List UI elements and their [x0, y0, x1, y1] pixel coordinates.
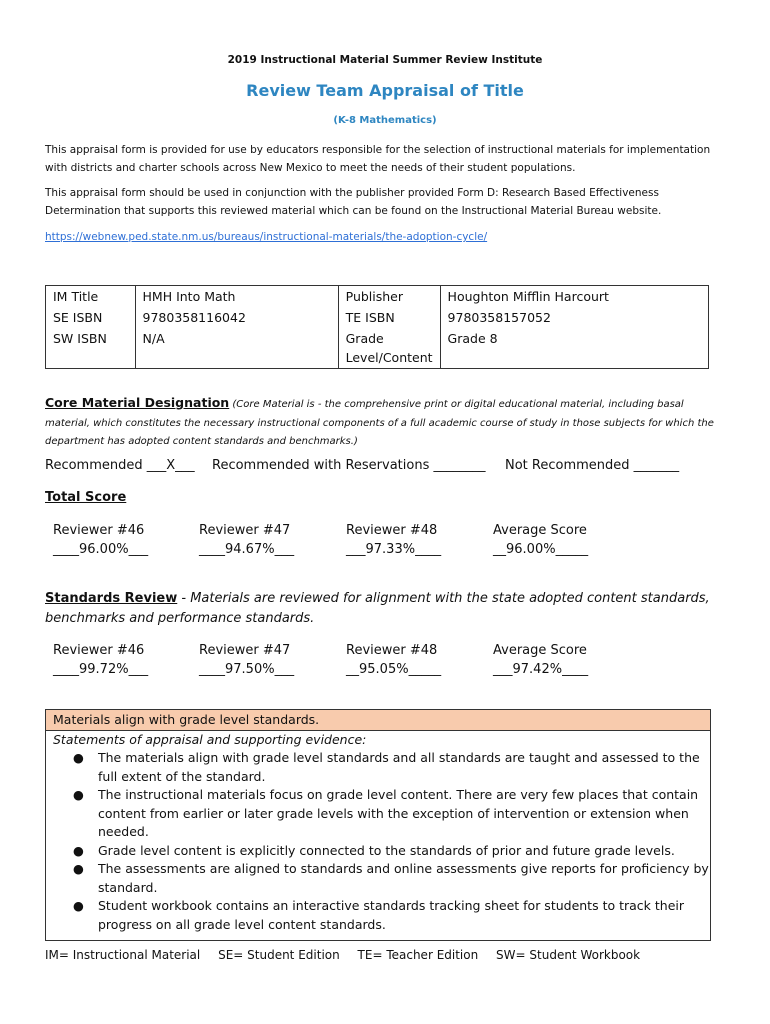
standards-review	[45, 589, 725, 629]
list-item-text: Student workbook contains an interactive standards tracking sheet for students to track their progress on all grade level content standards.	[98, 898, 685, 932]
reviewer-label: Reviewer #48	[346, 643, 438, 658]
table-cell: TE ISBN	[338, 307, 440, 328]
table-cell: 9780358157052	[440, 307, 708, 328]
title-info-table	[45, 285, 709, 369]
list-item-text: The assessments are aligned to standards and online assessments give reports for proficiency by standard.	[98, 861, 709, 895]
standards-heading: Standards Review	[45, 591, 178, 606]
table-cell: Houghton Mifflin Harcourt	[440, 286, 708, 308]
standards-reviewer	[199, 641, 294, 679]
total-score-reviewer	[346, 521, 441, 559]
list-item	[73, 786, 710, 842]
list-item-text: The instructional materials focus on grade level content. There are very few places that contain content from earlier or later grade levels with the exception of intervention or extension when needed.	[98, 787, 699, 839]
reviewer-score: ____96.00%___	[53, 542, 149, 557]
alignment-box-subheading: Statements of appraisal and supporting evidence:	[53, 732, 367, 747]
intro-paragraph-1: This appraisal form is provided for use by educators responsible for the selection of instructional materials for implementation with districts and charter schools across New Mexico to meet the needs of their student populations.	[45, 144, 711, 174]
bullet-icon: ●	[73, 750, 84, 765]
abbr-sw: SW= Student Workbook	[496, 948, 641, 962]
table-cell: IM Title	[46, 286, 136, 308]
reviewer-label: Reviewer #47	[199, 643, 291, 658]
list-item-text: The materials align with grade level standards and all standards are taught and assessed to the full extent of the standard.	[98, 750, 700, 784]
reviewer-score: ____97.50%___	[199, 662, 295, 677]
bullet-icon: ●	[73, 787, 84, 802]
core-description: (Core Material is - the comprehensive print or digital educational material, including basal material, which constitutes the necessary instructional components of a full academic course of study in those subjects for which the department has adopted content standards and benchmarks.)	[45, 399, 714, 447]
average-score: ___97.42%____	[493, 662, 589, 677]
evidence-list	[46, 749, 710, 934]
table-cell: N/A	[135, 328, 338, 369]
bullet-icon: ●	[73, 898, 84, 913]
table-cell: Publisher	[338, 286, 440, 308]
average-label: Average Score	[493, 523, 587, 538]
table-row	[46, 286, 709, 308]
table-cell: SW ISBN	[46, 328, 136, 369]
recommended-option: Recommended ___X___	[45, 458, 195, 473]
recommended-reservations-option: Recommended with Reservations ________	[212, 458, 486, 473]
not-recommended-option: Not Recommended _______	[505, 458, 680, 473]
list-item	[73, 842, 710, 861]
table-cell: HMH Into Math	[135, 286, 338, 308]
average-label: Average Score	[493, 643, 587, 658]
list-item-text: Grade level content is explicitly connected to the standards of prior and future grade levels.	[98, 842, 675, 858]
core-heading: Core Material Designation	[45, 395, 230, 410]
list-item	[73, 897, 710, 934]
reviewer-score: ____94.67%___	[199, 542, 295, 557]
core-designation	[45, 394, 725, 452]
total-score-heading: Total Score	[45, 490, 127, 505]
page-subtitle: (K-8 Mathematics)	[333, 115, 437, 126]
institute-title: 2019 Instructional Material Summer Review Institute	[227, 54, 543, 66]
standards-reviewer	[53, 641, 148, 679]
list-item	[73, 860, 710, 897]
reviewer-label: Reviewer #46	[53, 643, 145, 658]
average-score: __96.00%_____	[493, 542, 589, 557]
table-cell: 9780358116042	[135, 307, 338, 328]
total-score-reviewer	[53, 521, 148, 559]
reviewer-score: __95.05%_____	[346, 662, 442, 677]
total-score-average	[493, 521, 588, 559]
standards-average	[493, 641, 588, 679]
alignment-box-heading: Materials align with grade level standards.	[46, 710, 710, 731]
standards-description: - Materials are reviewed for alignment with the state adopted content standards, benchmarks and performance standards.	[45, 591, 710, 626]
abbreviations-footer	[45, 948, 654, 962]
table-row	[46, 307, 709, 328]
abbr-te: TE= Teacher Edition	[357, 948, 479, 962]
list-item	[73, 749, 710, 786]
table-cell: Grade 8	[440, 328, 708, 369]
table-cell: SE ISBN	[46, 307, 136, 328]
bullet-icon: ●	[73, 842, 84, 858]
standards-reviewer	[346, 641, 441, 679]
reviewer-score: ___97.33%____	[346, 542, 442, 557]
abbr-se: SE= Student Edition	[218, 948, 340, 962]
alignment-evidence-box	[45, 709, 711, 941]
reviewer-score: ____99.72%___	[53, 662, 149, 677]
reviewer-label: Reviewer #48	[346, 523, 438, 538]
reviewer-label: Reviewer #47	[199, 523, 291, 538]
bullet-icon: ●	[73, 861, 84, 876]
adoption-cycle-link[interactable]: https://webnew.ped.state.nm.us/bureaus/instructional-materials/the-adoption-cycle/	[45, 231, 488, 243]
reviewer-label: Reviewer #46	[53, 523, 145, 538]
page-title: Review Team Appraisal of Title	[246, 81, 524, 100]
intro-paragraph-2: This appraisal form should be used in conjunction with the publisher provided Form D: Research Based Effectiveness Determination that supports this reviewed material which can be found on the Instructional Material Bureau website.	[45, 187, 662, 217]
table-row	[46, 328, 709, 369]
table-cell: Grade Level/Content	[338, 328, 440, 369]
total-score-reviewer	[199, 521, 294, 559]
abbr-im: IM= Instructional Material	[45, 948, 201, 962]
